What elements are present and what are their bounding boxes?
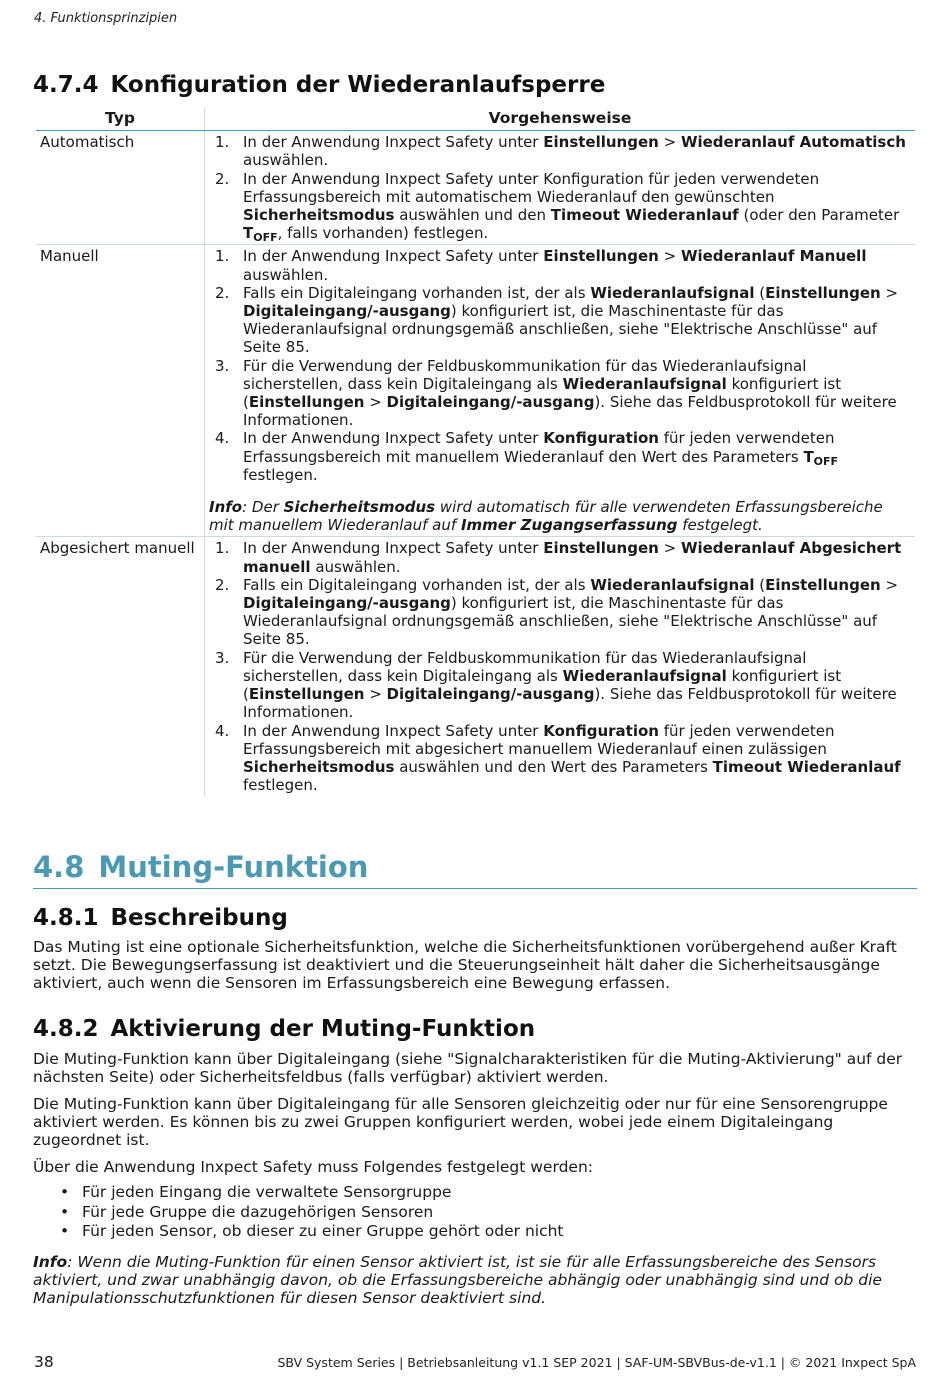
paragraph: Die Muting-Funktion kann über Digitaleingang für alle Sensoren gleichzeitig oder nur für eine Sensorengruppe aktiviert werden. Es können bis zu zwei Gruppen konfiguriert werden, wobei jede einem Digitaleingang zugeordnet ist. — [33, 1095, 888, 1150]
step-item: 4. In der Anwendung Inxpect Safety unter Konfiguration für jeden verwendeten Erfassungsbereich mit abgesichert manuellem Wiederanlauf einen zulässigen Sicherheitsmodus auswählen und den Wert des Parameters Timeout Wiederanlauf festlegen. — [215, 721, 901, 795]
section-title: Aktivierung der Muting-Funktion — [110, 1016, 536, 1042]
section-heading-4-8-2 — [33, 1016, 535, 1042]
step-item: 2. Falls ein Digitaleingang vorhanden ist, der als Wiederanlaufsignal (Einstellungen > Digitaleingang/-ausgang) konfiguriert ist, die Maschinentaste für das Wiederanlaufsignal ordnungsgemäß anschließen, siehe "Elektrische Anschlüsse" auf Seite 85. — [215, 575, 899, 649]
info-note: Info: Der Sicherheitsmodus wird automatisch für alle verwendeten Erfassungsbereiche mit manuellem Wiederanlauf auf Immer Zugangserfassung festgelegt. — [209, 498, 883, 535]
section-title: Muting-Funktion — [98, 850, 369, 884]
type-cell: Abgesichert manuell — [36, 537, 205, 796]
paragraph-description: Das Muting ist eine optionale Sicherheitsfunktion, welche die Sicherheitsfunktionen vorübergehend außer Kraft setzt. Die Bewegungserfassung ist deaktiviert und die Steuerungseinheit hält daher die Sicherheitsausgänge aktiviert, auch wenn die Sensoren im Erfassungsbereich eine Bewegung erfassen. — [33, 938, 897, 993]
column-header-vorgehensweise: Vorgehensweise — [205, 108, 916, 131]
step-item: 1. In der Anwendung Inxpect Safety unter Einstellungen > Wiederanlauf Automatisch auswählen. — [215, 133, 906, 170]
table-header-row — [36, 108, 915, 131]
steps-list — [209, 133, 911, 245]
section-number: 4.8.1 — [33, 905, 99, 931]
section-title: Konfiguration der Wiederanlaufsperre — [110, 72, 606, 98]
steps-list — [209, 539, 911, 794]
bullet-list — [60, 1183, 564, 1242]
step-item: 3. Für die Verwendung der Feldbuskommunikation für das Wiederanlaufsignal sicherstellen, dass kein Digitaleingang als Wiederanlaufsignal konfiguriert ist (Einstellungen > Digitaleingang/-ausgang). Siehe das Feldbusprotokoll für weitere Informationen. — [215, 648, 897, 722]
info-label: Info — [33, 1253, 68, 1271]
info-text: : Wenn die Muting-Funktion für einen Sensor aktiviert ist, ist sie für alle Erfassungsbereiche des Sensors aktiviert, und zwar unabhängig davon, ob die Erfassungsbereiche abhängig oder unabhängig sind und ob die Manipulationsschutzfunktionen für diesen Sensor deaktiviert sind. — [33, 1253, 882, 1308]
section-heading-4-8-1 — [33, 905, 288, 931]
section-number: 4.8.2 — [33, 1016, 99, 1042]
step-item: 2. In der Anwendung Inxpect Safety unter Konfiguration für jeden verwendeten Erfassungsbereich mit automatischem Wiederanlauf den gewünschten Sicherheitsmodus auswählen und den Timeout Wiederanlauf (oder den Parameter $T_{OFF}$, falls vorhanden) festlegen. — [215, 169, 900, 245]
table-row — [36, 245, 915, 537]
footer-text: SBV System Series | Betriebsanleitung v1.1 SEP 2021 | SAF-UM-SBVBus-de-v1.1 | © 2021 Inxpect SpA — [277, 1355, 916, 1370]
page-number: 38 — [34, 1353, 54, 1371]
info-note — [33, 1253, 918, 1308]
type-cell: Manuell — [36, 245, 205, 537]
section-heading-4-8 — [33, 850, 917, 889]
table-row — [36, 537, 915, 796]
column-header-typ: Typ — [36, 108, 205, 131]
list-item: • Für jeden Sensor, ob dieser zu einer Gruppe gehört oder nicht — [60, 1222, 564, 1242]
steps-list — [209, 247, 911, 484]
table-row — [36, 131, 915, 245]
procedure-cell — [205, 131, 916, 245]
restart-config-table — [36, 108, 915, 796]
section-title: Beschreibung — [110, 905, 288, 931]
paragraph: Über die Anwendung Inxpect Safety muss Folgendes festgelegt werden: — [33, 1158, 593, 1176]
step-item: 1. In der Anwendung Inxpect Safety unter Einstellungen > Wiederanlauf Abgesichert manuell auswählen. — [215, 539, 902, 576]
section-heading-4-7-4 — [33, 72, 605, 98]
type-cell: Automatisch — [36, 131, 205, 245]
section-number: 4.8 — [33, 850, 85, 884]
list-item: • Für jede Gruppe die dazugehörigen Sensoren — [60, 1203, 564, 1223]
procedure-cell — [205, 537, 916, 796]
paragraph: Die Muting-Funktion kann über Digitaleingang (siehe "Signalcharakteristiken für die Muting-Aktivierung" auf der nächsten Seite) oder Sicherheitsfeldbus (falls verfügbar) aktiviert werden. — [33, 1050, 903, 1087]
procedure-cell — [205, 245, 916, 537]
step-item: 1. In der Anwendung Inxpect Safety unter Einstellungen > Wiederanlauf Manuell auswählen. — [215, 247, 867, 284]
step-item: 3. Für die Verwendung der Feldbuskommunikation für das Wiederanlaufsignal sicherstellen, dass kein Digitaleingang als Wiederanlaufsignal konfiguriert ist (Einstellungen > Digitaleingang/-ausgang). Siehe das Feldbusprotokoll für weitere Informationen. — [215, 356, 897, 430]
step-item: 4. In der Anwendung Inxpect Safety unter Konfiguration für jeden verwendeten Erfassungsbereich mit manuellem Wiederanlauf den Wert des Parameters $T_{OFF}$ festlegen. — [215, 429, 839, 484]
section-number: 4.7.4 — [33, 72, 99, 98]
list-item: • Für jeden Eingang die verwaltete Sensorgruppe — [60, 1183, 564, 1203]
running-header: 4. Funktionsprinzipien — [34, 11, 178, 26]
step-item: 2. Falls ein Digitaleingang vorhanden ist, der als Wiederanlaufsignal (Einstellungen > Digitaleingang/-ausgang) konfiguriert ist, die Maschinentaste für das Wiederanlaufsignal ordnungsgemäß anschließen, siehe "Elektrische Anschlüsse" auf Seite 85. — [215, 283, 899, 357]
